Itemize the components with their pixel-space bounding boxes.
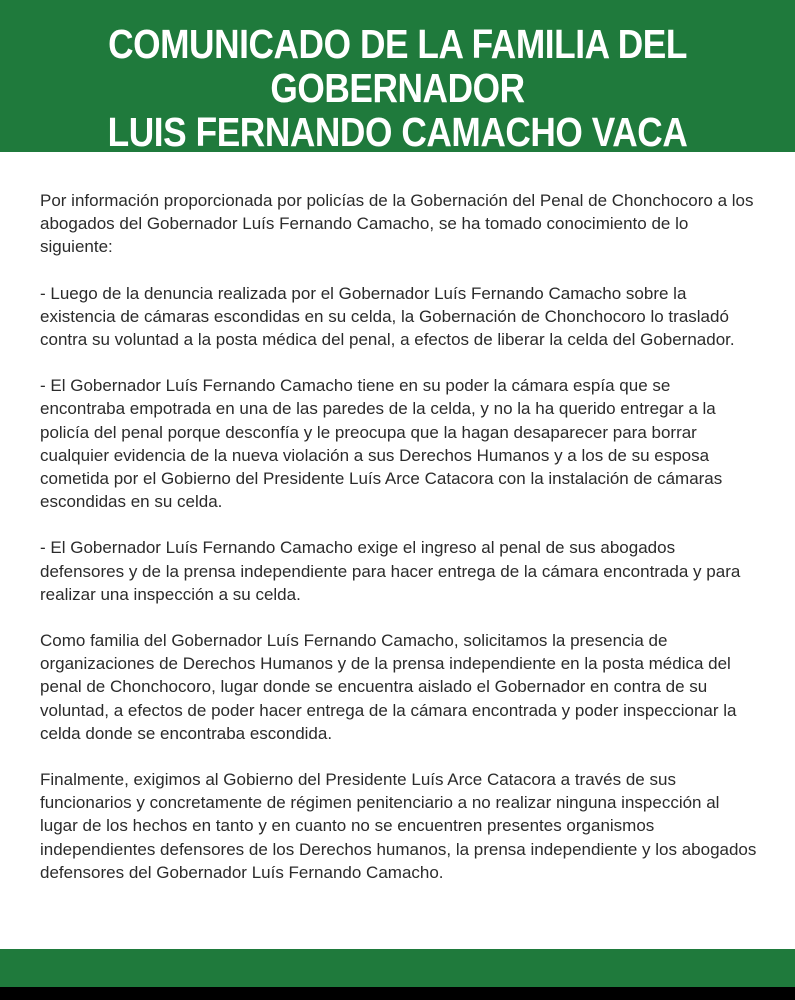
paragraph-camera: - El Gobernador Luís Fernando Camacho tiene en su poder la cámara espía que se encontraba empotrada en una de las paredes de la celda, y no la ha querido entregar a la policía del penal porque desconfía y le preocupa que la hagan desaparecer para borrar cualquier evidencia de la nueva violación a sus Derechos Humanos y a los de su esposa cometida por el Gobierno del Presidente Luís Arce Catacora con la instalación de cámaras escondidas en su celda. bbox=[40, 376, 723, 512]
title-line-2: LUIS FERNANDO CAMACHO VACA bbox=[107, 109, 688, 155]
paragraph-intro: Por información proporcionada por policías de la Gobernación del Penal de Chonchocoro a los abogados del Gobernador Luís Fernando Camacho, se ha tomado conocimiento de lo siguiente: bbox=[40, 191, 754, 257]
footer-banner bbox=[0, 949, 795, 987]
title-line-1: COMUNICADO DE LA FAMILIA DEL GOBERNADOR bbox=[108, 21, 687, 111]
page-title bbox=[56, 22, 740, 154]
bottom-edge-bar bbox=[0, 987, 795, 1000]
paragraph-final: Finalmente, exigimos al Gobierno del Presidente Luís Arce Catacora a través de sus funcionarios y concretamente de régimen penitenciario a no realizar ninguna inspección al lugar de los hechos en tanto y en cuanto no se encuentren presentes organismos independientes defensores de los Derechos humanos, la prensa independiente y los abogados defensores del Gobernador Luís Fernando Camacho. bbox=[40, 770, 757, 882]
paragraph-demand: - El Gobernador Luís Fernando Camacho exige el ingreso al penal de sus abogados defensores y de la prensa independiente para hacer entrega de la cámara encontrada y para realizar una inspección a su celda. bbox=[40, 538, 741, 604]
paragraph-transfer: - Luego de la denuncia realizada por el Gobernador Luís Fernando Camacho sobre la existencia de cámaras escondidas en su celda, la Gobernación de Chonchocoro lo trasladó contra su voluntad a la posta médica del penal, a efectos de liberar la celda del Gobernador. bbox=[40, 283, 735, 350]
statement-body bbox=[40, 189, 760, 907]
paragraph-request: Como familia del Gobernador Luís Fernando Camacho, solicitamos la presencia de organizaciones de Derechos Humanos y de la prensa independiente en la posta médica del penal de Chonchocoro, lugar donde se encuentra aislado el Gobernador en contra de su voluntad, a efectos de poder hacer entrega de la cámara encontrada y poder inspeccionar la celda donde se encontraba escondida. bbox=[40, 631, 737, 743]
header-banner bbox=[0, 0, 795, 155]
